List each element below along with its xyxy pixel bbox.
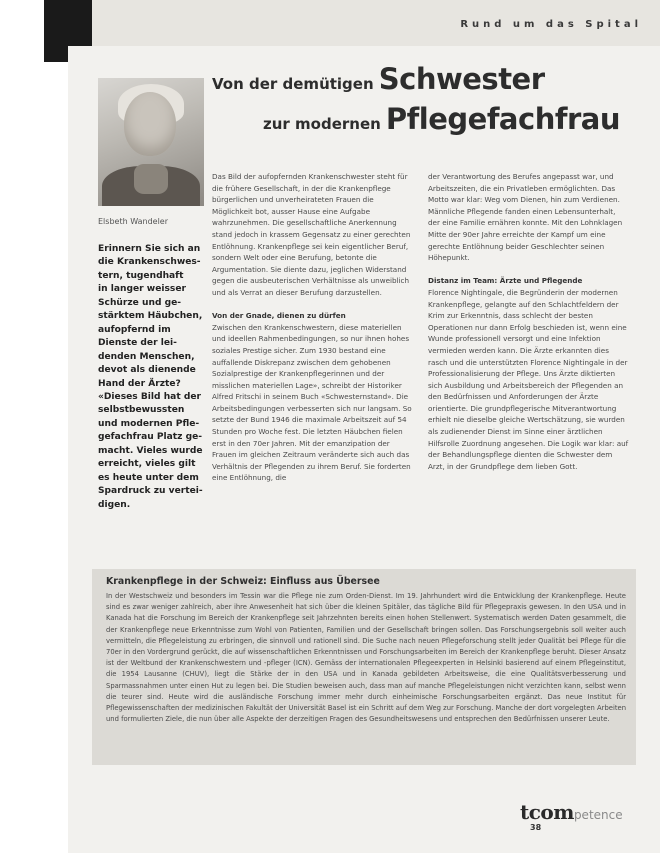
photo-scarf [134, 164, 168, 194]
title-line-1 [212, 62, 545, 96]
title-line-2-small: zur modernen [263, 115, 381, 133]
article-paragraph: Das Bild der aufopfernden Krankenschwester steht für die frühere Gesellschaft, in der die Krankenpflege bürgerlichen und unverheirateten Frauen die Möglichkeit bot, ausser Hause eine Aufgabe wahrzunehmen. Die gesellschaftliche Anerkennung stand jedoch in krassem Gegensatz zu einer gerechten Entlöhnung. Krankenpflege sei kein eigentlicher Beruf, sondern Welt oder eine Berufung, betonte die Argumentation. Sie diente dazu, jeglichen Widerstand gegen die ausbeuterischen Verhältnisse als unweiblich und als Verrat an dieser Berufung darzustellen. [212, 172, 411, 297]
logo-main: com [528, 800, 574, 824]
article-subheading: Distanz im Team: Ärzte und Pflegende [428, 276, 583, 286]
lead-text: Erinnern Sie sich an die Krankenschwes- tern, tugendhaft in langer weisser Schürze und ge- stärktem Häubchen, aufopfernd im Dienste der lei- denden Menschen, devot als dienende Hand der Ärzte? «Dieses Bild hat der selbstbewussten und modernen Pfle- gefachfrau Platz ge- macht. Vieles wurde erreicht, vieles gilt es heute unter dem Spardruck zu vertei- digen. [98, 244, 203, 510]
article-column-2 [428, 171, 629, 472]
title-line-2-big: Pflegefachfrau [385, 102, 620, 136]
scan-edge-left [0, 0, 68, 853]
article-paragraph: Florence Nightingale, die Begründerin der modernen Krankenpflege, gelangte auf den Schlachtfeldern der Krim zur Erkenntnis, dass schlecht der besten Operationen nur dann Erfolg beschieden ist, wenn eine Wunde professionell versorgt und eine Infektion vermieden werden kann. Die Ärzte erkannten dies rasch und die unterstützten Florence Nightingale in der Professionalisierung der Pflege. Uns Ärzte diktierten sich Ausbildung und Arbeitsbereich der Pflegenden an den Bedürfnissen und Anforderungen der Ärzte orientierte. Die grundpflegerische Mitverantwortung erhielt nie dieselbe gleiche Wertschätzung, sie wurden als zudienender Dienst im Sinne einer ärztlichen Hilfsrolle Zuordnung angesehen. Die Logik war klar: auf der Behandlungspflege dienten die Schwester dem Arzt, in der Grundpflege dem lieben Gott. [428, 287, 629, 471]
competence-logo [520, 800, 623, 824]
paragraph-gap [212, 299, 413, 311]
logo-prefix: t [520, 800, 529, 824]
info-box-title: Krankenpflege in der Schweiz: Einfluss aus Übersee [106, 576, 380, 587]
article-paragraph: der Verantwortung des Berufes angepasst war, und Arbeitszeiten, die ein Privatleben ermöglichten. Das Motto war klar: Weg vom Dienen, hin zum Verdienen. Männliche Pflegende fanden einen Lebensunterhalt, der eine Familie ernähren konnte. Mit den Lohnklagen Mitte der 90er Jahre erreichte der Kampf um eine gerechte Entlöhnung beider Geschlechter seinen Höhepunkt. [428, 172, 623, 263]
article-paragraph: Zwischen den Krankenschwestern, diese materiellen und ideellen Rahmenbedingungen, so nur ihnen hohes soziales Prestige sicher. Zum 1930 bestand eine auffallende Diskrepanz zwischen dem gehobenen Sozialprestige der Krankenpflegerinnen und der misslichen materiellen Lage», schreibt der Historiker Alfred Fritschi in seinem Buch «Schwesternstand». Die Arbeitsbedingungen verbesserten sich nur langsam. So setzte der Bund 1946 die maximale Arbeitszeit auf 54 Stunden pro Woche fest. Die letzten Häubchen fielen erst in den 70er Jahren. Mit der emanzipation der Frauen im gleichen Zeitraum veränderte sich auch das Verhältnis der Pflegenden zu ihrem Beruf. Sie forderten eine Entlöhnung, die [212, 322, 412, 483]
logo-rest: petence [573, 808, 623, 822]
article-subheading: Von der Gnade, dienen zu dürfen [212, 311, 346, 321]
title-line-2 [263, 102, 620, 136]
info-box-text: In der Westschweiz und besonders im Tessin war die Pflege nie zum Orden-Dienst. Im 19. Jahrhundert wird die Entwicklung der Krankenpflege. Heute sind es zwar weniger zahlreich, aber ihre Anwesenheit hat sich über die kleinen Spitäler, das tägliche Bild für Pflegepraxis gewesen. In den USA und in Kanada hat die Forschung im Bereich der Krankenpflege seit Jahrzehnten bereits einen hohen Stellenwert. Systematisch werden Daten gesammelt, die der Krankenpflege neue Erkenntnisse zum Wohl von Patienten, Familien und der Gesellschaft bringen sollen. Das Forschungsergebnis soll weiter auch vermitteln, die Pflegeleistung zu erbringen, die sinnvoll und rationell sind. Die Suche nach neuen Pflegeforschung stellt jeder Qualität bei Pflege für die 70er in den Vordergrund gerückt, die auf wissenschaftlichen Erkenntnissen und Forschungsarbeiten im Bereich der Krankenpflege beruht. Dieser Ansatz ist der Weltbund der Krankenschwestern und -pfleger (ICN). Gemäss der internationalen Pflegeexperten in Helsinki basierend auf einem Pflegeinstitut, die 1954 Lausanne (CHUV), liegt die Stärke der in den USA und in Kanada gebildeten Arbeitsweise, die eine Qualitätsverbesserung und Sparmassnahmen unter einen Hut zu legen bei. Die Studien beweisen auch, dass man auf manche Pflegeleistungen nicht verzichten kann, selbst wenn die teurer sind. Heute wird die ausländische Forschung immer mehr durch einheimische Forschungsarbeiten ergänzt. Das neue Institut für Pflegewissenschaften der medizinischen Fakultät der Universität Basel ist ein Schritt auf dem Weg zur Forschung. Manche der dort vorgelegten Arbeiten und formulierten Ziele, die nun über alle Aspekte der derzeitigen Fragen des Gesundheitswesens und entsprechen den Bedürfnissen unserer Leute. [106, 592, 626, 724]
title-line-1-small: Von der demütigen [212, 75, 374, 93]
photo-caption: Elsbeth Wandeler [98, 217, 168, 226]
article-column-1 [212, 171, 413, 484]
author-photo [98, 78, 204, 206]
title-line-1-big: Schwester [378, 62, 545, 96]
page-number: 38 [530, 823, 542, 832]
photo-face [124, 92, 176, 156]
section-label: Rund um das Spital [460, 19, 642, 30]
paragraph-gap [428, 264, 629, 276]
